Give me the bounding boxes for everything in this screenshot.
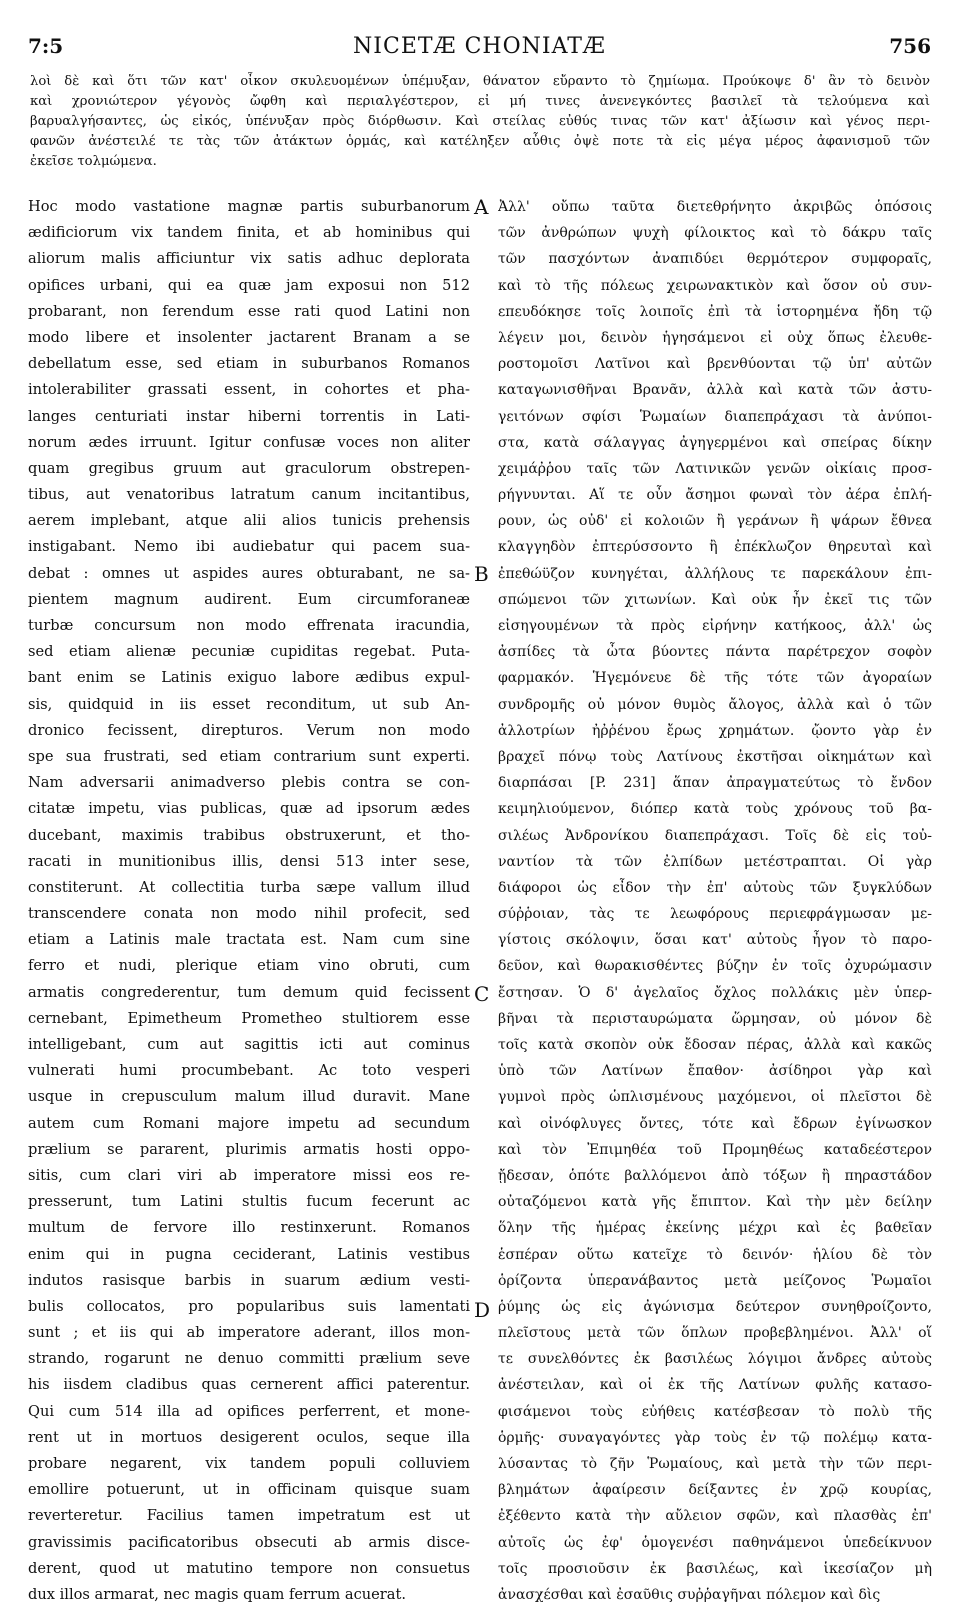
greek-text-line: βραχεῖ πόνῳ τοὺς Λατίνους ἐκστῆσαι οἰκημάτων καὶ [498,748,932,765]
latin-text-line: racati in munitionibus illis, densi 513 inter sese, [28,852,470,870]
margin-marker-c: C [474,982,490,1006]
greek-text-line: ῥύμης ὡς εἰς ἀγώνισμα δεύτερον συνηθροίζοντο, [498,1298,932,1315]
greek-text-line: ἀσπίδες τὰ ὦτα βύοντες πάντα παρέτρεχον σοφὸν [498,644,932,661]
latin-text-line: derent, quod ut matutino tempore non consuetus [28,1559,470,1577]
latin-text-line: armatis congrederentur, tum demum quid fecissent [28,983,470,1001]
latin-text-line: norum ædes irruunt. Igitur confusæ voces non aliter [28,433,470,451]
greek-text-line: καταγωνισθῆναι Βρανᾶν, ἀλλὰ καὶ κατὰ τῶν ἀστυ- [498,382,932,399]
latin-text-line: instigabant. Nemo ibi audiebatur qui pacem sua- [28,538,470,556]
greek-text-line: σιλέως Ἀνδρονίκου διαπεπράχασι. Τοῖς δὲ εἰς τοὐ- [498,827,932,844]
greek-text-line: καὶ τὸ τῆς πόλεως χειρωνακτικὸν καὶ ὅσον οὐ συν- [498,277,932,294]
latin-text-line: indutos rasisque barbis in suarum ædium vesti- [28,1271,470,1289]
greek-text-line: δεῦον, καὶ θωρακισθέντες βύζην ἐν τοῖς ὀχυρώμασιν [498,958,932,975]
latin-text-line: gravissimis pacificatoribus obsecuti ab armis disce- [28,1533,470,1551]
greek-text-line: κειμηλιούμενον, διόπερ κατὰ τοὺς χρόνους τοῦ βα- [498,801,932,818]
latin-text-line: debat : omnes ut aspides aures obturabant, ne sa- [28,564,470,582]
latin-text-line: sed etiam alienæ pecuniæ cupiditas regebat. Puta- [28,643,470,661]
page-number-left: 7:5 [28,34,64,58]
greek-text-line: ὑπὸ τῶν Λατίνων ἔπαθον· ἀσίδηροι γὰρ καὶ [498,1063,932,1080]
greek-text-line: ἀλλοτρίων ἠῤῥένου ἔρως χρημάτων. ᾤοντο γὰρ ἐν [498,722,932,739]
greek-text-line: τε συνελθόντες ἐκ βασιλέως λόγιμοι ἄνδρες αὐτοὺς [498,1351,932,1368]
greek-column [498,194,932,1608]
latin-text-line: etiam a Latinis male tractata est. Nam cum sine [28,931,470,949]
latin-column [28,194,470,1608]
greek-text-line: λύσαντας τὸ ζῆν Ῥωμαίους, καὶ μετὰ τὴν τῶν περι- [498,1456,932,1472]
greek-text-line: ᾔδεσαν, ὁπότε βαλλόμενοι ἀπὸ τόξων ἢ πηραστάδον [498,1167,932,1184]
latin-text-line: vulnerati humi procumbebant. Ac toto vesperi [28,1062,470,1080]
latin-text-line: constiterunt. At collectitia turba sæpe vallum illud [28,878,470,896]
latin-text-line: reverteretur. Facilius tamen impetratum est ut [28,1507,470,1525]
latin-text-line: langes centuriati instar hiberni torrentis in Lati- [28,407,470,425]
greek-text-line: ὁρμῆς· συναγαγόντες γὰρ τοὺς ἐν τῷ πολέμῳ κατα- [498,1429,932,1446]
greek-text-line: καὶ οἰνόφλυγες ὄντες, τότε καὶ ἔδρων ἐγίνωσκον [498,1115,932,1132]
latin-text-line: multum de fervore illo restinxerunt. Romanos [28,1219,470,1237]
greek-text-line: φανῶν ἀνέστειλέ τε τὰς τῶν ἀτάκτων ὁρμάς, καὶ κατέληξεν αὖθις ὀψὲ ποτε τὰ εἰς μέγα μέρος ἀφανισμοῦ τῶν [30,134,930,149]
greek-text-line: γειτόνων σφίσι Ῥωμαίων διαπεπράχασι τὰ ἀνύποι- [498,408,932,425]
latin-text-line: transcendere conata non modo nihil profecit, sed [28,905,470,923]
latin-text-line: aerem implebant, atque alii alios tunicis prehensis [28,512,470,530]
greek-text-line: ἐπεθώϋζον κυνηγέται, ἀλλήλους τε παρεκάλουν ἐπι- [498,565,932,582]
latin-text-line: usque in crepusculum malum illud duravit. Mane [28,1088,470,1106]
latin-text-line: sunt ; et iis qui ab imperatore aderant, illos mon- [28,1324,470,1342]
latin-text-line: Hoc modo vastatione magnæ partis suburbanorum [28,198,470,215]
greek-text-line: ναντίον τὰ τῶν ἐλπίδων μετέστραπται. Οἱ γὰρ [498,853,932,870]
latin-text-line: citatæ impetu, vias publicas, quæ ad ipsorum ædes [28,800,470,818]
latin-text-line: ferro et nudi, plerique etiam vino obruti, cum [28,957,470,975]
latin-text-line: prælium se pararent, plurimis armatis hosti oppo- [28,1140,470,1158]
latin-text-line: emollire potuerunt, ut in officinam quisque suam [28,1481,470,1499]
greek-text-line: βαρυαλγήσαντες, ὡς εἰκός, ὑπένυξαν πρὸς διόρθωσιν. Καὶ στείλας εὐθύς τινας τῶν κατ' ἀξίωσιν καὶ γένος περι- [30,114,930,129]
latin-text-line: rent ut in mortuos desigerent oculos, seque illa [28,1428,470,1446]
greek-text-line: τῶν ἀνθρώπων ψυχὴ φίλοικτος καὶ τὸ δάκρυ ταῖς [498,225,932,242]
page-header [28,34,931,62]
greek-text-line: βλημάτων ἀφαίρεσιν δείξαντες ἐν χρῷ κουρίας, [498,1482,932,1499]
greek-text-line: τῶν πασχόντων ἀναπιδύει θερμότερον συμφοραῖς, [498,251,932,268]
latin-text-line: tibus, aut venatoribus latratum canum incitantibus, [28,486,470,504]
latin-text-line: presserunt, tum Latini stultis fucum fecerunt ac [28,1193,470,1211]
greek-text-line: καὶ χρονιώτερον γέγονὸς ὤφθη καὶ περιαλγέστερον, εἰ μή τινες ἀνενεγκόντες βασιλεῖ τὰ τελούμενα καὶ [30,94,930,109]
latin-text-line: quam gregibus gruum aut graculorum obstrepen- [28,459,470,477]
greek-text-line: αὐτοῖς ὡς ἐφ' ὁμογενέσι παθηνάμενοι ὑπεδείκνυον [498,1534,932,1551]
greek-text-line: ρουν, ὡς οὐδ' εἰ κολοιῶν ἢ γεράνων ἢ ψάρων ἔθνεα [498,513,932,530]
greek-text-line: οὐταζόμενοι κατὰ γῆς ἔπιπτον. Καὶ τὴν μὲν δείλην [498,1194,932,1211]
greek-text-line: ἀνασχέσθαι καὶ ἐσαῦθις συῤῥαγῆναι πόλεμον καὶ δὶς [498,1586,881,1603]
latin-text-line: spe sua frustrati, sed etiam contrarium sunt experti. [28,747,470,765]
latin-text-line: intolerabiliter grassati essent, in cohortes et pha- [28,381,470,399]
running-title: NICETÆ CHONIATÆ [353,34,606,59]
latin-text-line: dronico fecissent, direpturos. Verum non modo [28,721,470,739]
greek-text-line: φαρμακόν. Ἡγεμόνευε δὲ τῆς τότε τῶν ἀγοραίων [498,670,932,687]
latin-text-line: sitis, cum clari viri ab imperatore missi eos re- [28,1166,470,1184]
latin-text-line: aliorum malis afficiuntur vix satis adhuc deplorata [28,250,470,268]
greek-text-line: γίστοις σκόλοψιν, ὅσαι κατ' αὐτοὺς ἦγον τὸ παρο- [498,932,932,949]
margin-marker-d: D [474,1298,491,1322]
greek-text-line: γυμνοὶ πρὸς ὡπλισμένους μαχόμενοι, οἱ πλεῖστοι δὲ [498,1089,932,1106]
latin-text-line: probare negarent, vix tandem populi colluviem [28,1455,470,1472]
greek-text-line: συνδρομῆς οὐ μόνον θυμὸς ἄλογος, ἀλλὰ καὶ ὁ τῶν [498,696,932,713]
latin-text-line: sis, quidquid in iis esset reconditum, ut sub An- [28,695,470,713]
latin-text-line: turbæ concursum non modo effrenata iracundia, [28,617,470,634]
greek-text-line: ἀνέστειλαν, καὶ οἱ ἐκ τῆς Λατίνων φυλῆς κατασο- [498,1377,932,1394]
latin-text-line: cernebant, Epimetheum Prometheo stultiorem esse [28,1009,470,1027]
latin-text-line: his iisdem cladibus quas cernerent affici paterentur. [28,1376,470,1394]
greek-text-line: καὶ τὸν Ἐπιμηθέα τοῦ Προμηθέως καταδεέστερον [498,1141,932,1158]
greek-text-line: ρήγνυνται. Αἵ τε οὖν ἄσημοι φωναὶ τὸν ἀέρα ἐπλή- [498,487,932,504]
latin-text-line: bant enim se Latinis exiguo labore ædibus expul- [28,669,470,687]
greek-text-line: βῆναι τὰ περισταυρώματα ὥρμησαν, οὐ μόνον δὲ [498,1010,932,1027]
greek-text-line: ἔστησαν. Ὁ δ' ἀγελαῖος ὄχλος πολλάκις μὲν ὑπερ- [498,984,932,1001]
latin-text-line: opifices urbani, qui ea quæ jam exposui non 512 [28,276,470,294]
greek-text-line: ὅλην τῆς ἡμέρας ἐκείνης μέχρι καὶ ἐς βαθεῖαν [498,1220,932,1237]
latin-text-line: Nam adversarii animadverso plebis contra se con- [28,774,470,792]
greek-text-line: τοῖς προσιοῦσιν ἐκ βασιλέως, καὶ ἱκεσίαζον μὴ [498,1560,932,1577]
greek-text-line: λέγειν μοι, δεινὸν ἡγησάμενοι εἰ οὐχ ὅπως ἐλευθε- [498,329,932,346]
top-greek-paragraph [30,72,930,172]
greek-text-line: επευδόκησε τοῖς λοιποῖς ἐπὶ τὰ ἱστορημένα ἤδη τῷ [498,303,932,320]
greek-text-line: κλαγγηδὸν ἐπτερύσσοντο ἢ ἐπέκλωζον θηρευταὶ καὶ [498,539,932,556]
greek-text-line: στα, κατὰ σάλαγγας ἀγηγερμένοι καὶ σπείρας δίκην [498,434,932,451]
latin-text-line: bulis collocatos, pro popularibus suis lamentati [28,1297,470,1315]
greek-text-line: πλεῖστους μετὰ τῶν ὅπλων προβεβλημένοι. Ἀλλ' οἵ [498,1325,932,1342]
latin-text-line: intelligebant, cum aut sagittis icti aut cominus [28,1036,470,1053]
greek-text-line: ἐκεῖσε τολμώμενα. [30,154,157,169]
latin-text-line: dux illos armarat, nec magis quam ferrum acuerat. [28,1585,406,1603]
latin-text-line: Qui cum 514 illa ad opifices perferrent, et mone- [28,1402,470,1420]
greek-text-line: ὁρίζοντα ὑπερανάβαντος μετὰ μείζονος Ῥωμαῖοι [498,1272,932,1289]
greek-text-line: φισάμενοι τοὺς εὐήθεις κατέσβεσαν τὸ πολὺ τῆς [498,1403,932,1420]
latin-text-line: pientem magnum audirent. Eum circumforaneæ [28,590,470,608]
latin-text-line: ædificiorum vix tandem finita, et ab hominibus qui [28,224,470,242]
greek-text-line: σπώμενοι τῶν χιτωνίων. Καὶ οὐκ ἦν ἐκεῖ τις τῶν [498,591,932,608]
greek-text-line: τοῖς κατὰ σκοπὸν οὐκ ἔδοσαν πέρας, ἀλλὰ καὶ κακῶς [498,1037,932,1053]
greek-text-line: εἰσηγουμένων τὰ πρὸς εἰρήνην κατήκοος, ἀλλ' ὡς [498,618,932,634]
page-number-right: 756 [889,34,931,58]
greek-text-line: λοὶ δὲ καὶ ὅτι τῶν κατ' οἶκον σκυλευομένων ὑπέμυξαν, θάνατον εὔραντο τὸ ζημίωμα. Προύκοψε δ' ἂν τὸ δεινὸν [30,74,930,89]
latin-text-line: strando, rogarunt ne denuo committi prælium seve [28,1350,470,1368]
margin-marker-b: B [474,562,489,586]
latin-text-line: modo libere et insolenter jactarent Branam a se [28,328,470,346]
latin-text-line: ducebant, maximis trabibus obstruxerunt, et tho- [28,826,470,844]
latin-text-line: autem cum Romani majore impetu ad secundum [28,1114,470,1132]
latin-text-line: debellatum esse, sed etiam in suburbanos Romanos [28,355,470,373]
greek-text-line: σύῤῥοιαν, τὰς τε λεωφόρους περιεφράγμωσαν με- [498,906,932,923]
latin-text-line: enim qui in pugna ceciderant, Latinis vestibus [28,1245,470,1263]
margin-marker-a: A [474,195,489,219]
latin-text-line: probarant, non ferendum esse rati quod Latini non [28,302,470,320]
greek-text-line: ἑσπέραν οὕτω κατεῖχε τὸ δεινόν· ἡλίου δὲ τὸν [498,1246,932,1263]
greek-text-line: ἐξέθεντο κατὰ τὴν αὔλειον σφῶν, καὶ πλασθὰς ἐπ' [498,1508,932,1525]
greek-text-line: χειμάῤῥου ταῖς τῶν Λατινικῶν γενῶν οἰκίαις προσ- [498,460,932,477]
greek-text-line: διάφοροι ὡς εἶδον τὴν ἐπ' αὐτοὺς τῶν ξυγκλύδων [498,879,932,896]
greek-text-line: ροστομοῖσι Λατῖνοι καὶ βρενθύονται τῷ ὑπ' αὐτῶν [498,356,932,373]
greek-text-line: διαρπάσαι [P. 231] ἅπαν ἀπραγματεύτως τὸ ἔνδον [498,775,932,792]
greek-text-line: Ἀλλ' οὔπω ταῦτα διετεθρήνητο ἀκριβῶς ὁπόσοις [498,199,932,215]
